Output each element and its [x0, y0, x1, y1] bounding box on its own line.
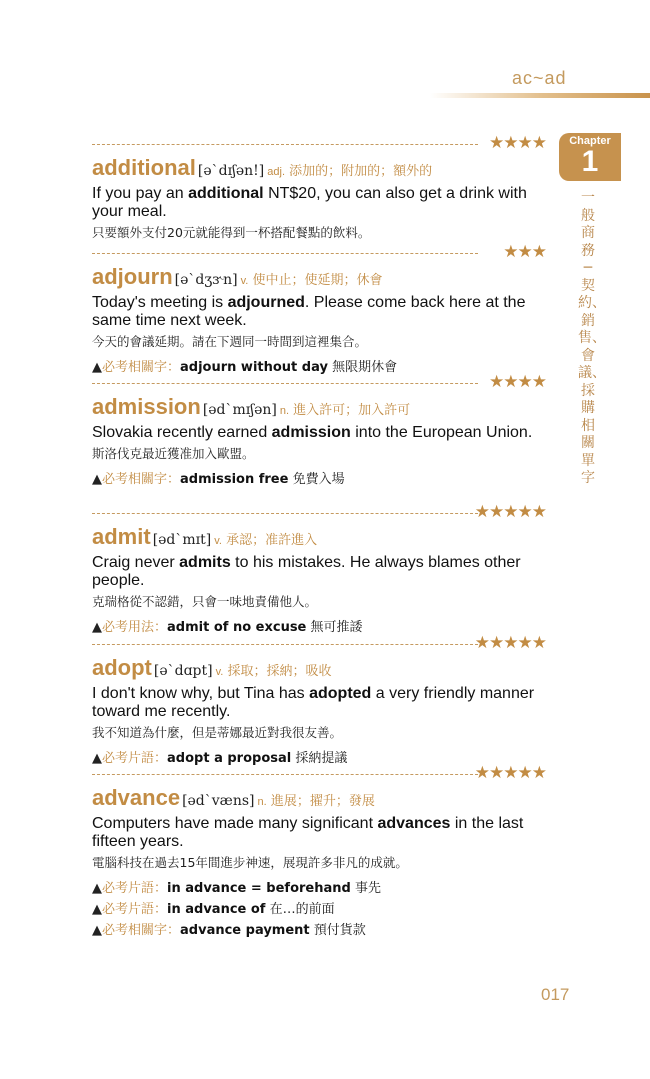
- part-of-speech: v.: [215, 666, 224, 678]
- triangle-icon: ▲: [92, 620, 102, 635]
- triangle-icon: ▲: [92, 902, 102, 917]
- example-text: to his mistakes. He always blames other people.: [92, 554, 521, 589]
- entry-headline: [92, 525, 548, 553]
- note-phrase: adopt a proposal: [167, 751, 292, 766]
- importance-stars: ★★★: [503, 242, 546, 261]
- header-range: ac~ad: [512, 68, 567, 88]
- entry-headline: [92, 786, 548, 814]
- entry-adopt: [92, 633, 548, 769]
- triangle-icon: ▲: [92, 923, 102, 938]
- headword: admission: [92, 394, 201, 419]
- example-translation: 我不知道為什麼，但是蒂娜最近對我很友善。: [92, 725, 343, 740]
- note-meaning: 採納提議: [291, 751, 348, 766]
- headword: adopt: [92, 655, 152, 680]
- importance-stars: ★★★★★: [474, 633, 546, 652]
- example-translation: 只要額外支付20元就能得到一杯搭配餐點的飲料。: [92, 225, 371, 240]
- entry-headline: [92, 265, 548, 293]
- note-label: 必考相關字：: [102, 472, 181, 487]
- dashed-line: [92, 644, 478, 645]
- headword: adjourn: [92, 264, 173, 289]
- triangle-icon: ▲: [92, 360, 102, 375]
- importance-stars: ★★★★: [489, 372, 546, 391]
- example-english: [92, 554, 548, 590]
- example-keyword: admits: [179, 554, 231, 571]
- note-phrase: admit of no excuse: [167, 620, 307, 635]
- example-english: [92, 185, 548, 221]
- note-label: 必考相關字：: [102, 360, 181, 375]
- example-text: . Please come back here at the same time next week.: [92, 294, 526, 329]
- example-english: [92, 815, 548, 851]
- usage-note: [92, 469, 548, 490]
- usage-note: [92, 899, 548, 920]
- importance-stars: ★★★★★: [474, 763, 546, 782]
- example-text: a very friendly manner toward me recently.: [92, 685, 535, 720]
- part-of-speech: adj.: [267, 166, 286, 178]
- entry-additional: [92, 133, 548, 243]
- note-phrase: admission free: [180, 472, 289, 487]
- chapter-title: 一般商務─契約、銷售、會議、採購相關單字: [578, 190, 606, 486]
- definition: 使中止；使延期；休會: [248, 273, 383, 288]
- note-meaning: 免費入場: [288, 472, 345, 487]
- entry-headline: [92, 656, 548, 684]
- usage-note: [92, 878, 548, 899]
- chapter-tab: [559, 133, 621, 181]
- entry-divider: [92, 763, 548, 784]
- entry-divider: [92, 133, 548, 154]
- note-label: 必考用法：: [102, 620, 168, 635]
- headword: advance: [92, 785, 181, 810]
- pronunciation: [ə`dɪʃən!]: [197, 163, 265, 179]
- headword: admit: [92, 524, 151, 549]
- dashed-line: [92, 513, 478, 514]
- pronunciation: [ə`dʒɝn]: [174, 272, 238, 288]
- triangle-icon: ▲: [92, 472, 102, 487]
- note-phrase: advance payment: [180, 923, 310, 938]
- note-label: 必考片語：: [102, 751, 168, 766]
- importance-stars: ★★★★: [489, 133, 546, 152]
- example-keyword: advances: [377, 815, 451, 832]
- definition: 添加的；附加的；額外的: [285, 164, 433, 179]
- entry-divider: [92, 633, 548, 654]
- example-text: NT$20, you can also get a drink with your meal.: [92, 185, 527, 220]
- chapter-label: Chapter: [569, 135, 611, 147]
- entry-divider: [92, 372, 548, 393]
- entry-divider: [92, 242, 548, 263]
- pronunciation: [əd`mɪʃən]: [202, 402, 277, 418]
- example-text: I don't know why, but Tina has: [92, 685, 310, 702]
- note-label: 必考相關字：: [102, 923, 181, 938]
- note-meaning: 在…的前面: [265, 902, 335, 917]
- part-of-speech: v.: [214, 535, 222, 547]
- entry-divider: [92, 502, 548, 523]
- pronunciation: [ə`dɑpt]: [153, 663, 213, 679]
- example-text: in the last fifteen years.: [92, 815, 524, 850]
- note-meaning: 事先: [350, 881, 381, 896]
- note-phrase: in advance = beforehand: [167, 881, 351, 896]
- entry-admit: [92, 502, 548, 638]
- example-english: [92, 424, 548, 442]
- example-keyword: admission: [271, 424, 351, 441]
- example-text: Slovakia recently earned: [92, 424, 272, 441]
- entry-admission: [92, 372, 548, 490]
- dashed-line: [92, 774, 478, 775]
- definition: 進入許可；加入許可: [289, 403, 411, 418]
- entry-adjourn: [92, 242, 548, 378]
- note-meaning: 無限期休會: [327, 360, 398, 375]
- entry-headline: [92, 395, 548, 423]
- dashed-line: [92, 383, 478, 384]
- triangle-icon: ▲: [92, 751, 102, 766]
- example-text: into the European Union.: [350, 424, 533, 441]
- note-meaning: 無可推諉: [306, 620, 363, 635]
- example-text: If you pay an: [92, 185, 189, 202]
- entry-headline: [92, 156, 548, 184]
- dashed-line: [92, 144, 478, 145]
- usage-note: [92, 920, 548, 941]
- part-of-speech: v.: [240, 275, 249, 287]
- example-translation: 克瑞格從不認錯，只會一味地責備他人。: [92, 594, 318, 609]
- example-english: [92, 685, 548, 721]
- definition: 進展；擢升；發展: [266, 794, 375, 809]
- part-of-speech: n.: [257, 796, 267, 808]
- note-phrase: adjourn without day: [180, 360, 328, 375]
- pronunciation: [əd`væns]: [182, 793, 255, 809]
- example-translation: 斯洛伐克最近獲准加入歐盟。: [92, 446, 255, 461]
- chapter-number: 1: [581, 145, 599, 178]
- page-number: 017: [541, 985, 570, 1004]
- note-phrase: in advance of: [167, 902, 266, 917]
- importance-stars: ★★★★★: [474, 502, 546, 521]
- entry-advance: [92, 763, 548, 941]
- dashed-line: [92, 253, 478, 254]
- example-text: Today's meeting is: [92, 294, 228, 311]
- triangle-icon: ▲: [92, 881, 102, 896]
- example-text: Computers have made many significant: [92, 815, 378, 832]
- pronunciation: [əd`mɪt]: [152, 532, 212, 548]
- example-keyword: adopted: [309, 685, 372, 702]
- note-meaning: 預付貨款: [309, 923, 366, 938]
- definition: 承認；准許進入: [222, 533, 318, 548]
- note-label: 必考片語：: [102, 902, 168, 917]
- example-translation: 電腦科技在過去15年間進步神速，展現許多非凡的成就。: [92, 855, 408, 870]
- example-keyword: adjourned: [227, 294, 305, 311]
- example-translation: 今天的會議延期。請在下週同一時間到這裡集合。: [92, 334, 368, 349]
- note-label: 必考片語：: [102, 881, 168, 896]
- example-english: [92, 294, 548, 330]
- headword: additional: [92, 155, 196, 180]
- example-text: Craig never: [92, 554, 180, 571]
- example-keyword: additional: [188, 185, 264, 202]
- part-of-speech: n.: [279, 405, 290, 417]
- definition: 採取；採納；吸收: [223, 664, 332, 679]
- header-rule: [430, 93, 650, 98]
